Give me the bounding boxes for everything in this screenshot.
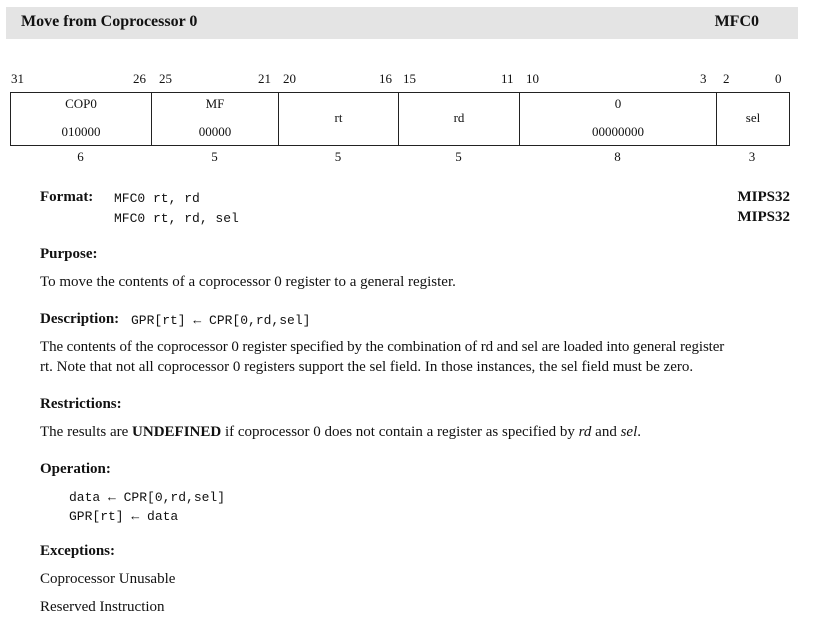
description-text: rt. Note that not all coprocessor 0 registers support the sel field. In those instances, the sel field must be zero. <box>40 359 694 375</box>
field-width: 3 <box>748 149 756 164</box>
field-width: 5 <box>334 149 342 164</box>
instruction-mnemonic: MFC0 <box>714 13 759 30</box>
encoding-table <box>10 92 790 146</box>
bit-number: 21 <box>258 71 271 86</box>
bit-number: 15 <box>403 71 416 86</box>
field-width: 6 <box>77 149 84 164</box>
isa-label: MIPS32 <box>737 189 790 205</box>
undefined-emphasis: UNDEFINED <box>132 424 222 440</box>
format-label: Format: <box>40 189 94 205</box>
bit-number: 10 <box>526 71 539 86</box>
field-name: 0 <box>614 96 622 111</box>
description-text: The contents of the coprocessor 0 register specified by the combination of rd and sel are loaded into general register <box>40 339 725 355</box>
operation-line: GPR[rt] ← data <box>69 509 179 524</box>
field-name: COP0 <box>65 96 97 111</box>
restrictions-text: The results are UNDEFINED if coprocessor 0 does not contain a register as specified by rd and sel. <box>40 424 641 440</box>
field-name: MF <box>205 96 225 111</box>
field-value: 010000 <box>61 124 101 139</box>
field-width: 8 <box>614 149 621 164</box>
field-sel <box>717 93 789 145</box>
description-expression: GPR[rt] ← CPR[0,rd,sel] <box>131 313 311 328</box>
purpose-heading: Purpose: <box>40 246 98 262</box>
field-name: rd <box>453 110 465 125</box>
field-width: 5 <box>455 149 462 164</box>
field-rt <box>279 93 399 145</box>
bit-number: 26 <box>133 71 146 86</box>
field-value: 00000000 <box>592 124 644 139</box>
field-cop0 <box>11 93 152 145</box>
description-heading: Description: <box>40 311 120 327</box>
format-syntax: MFC0 rt, rd <box>114 191 200 206</box>
operation-heading: Operation: <box>40 461 111 477</box>
purpose-text: To move the contents of a coprocessor 0 register to a general register. <box>40 274 456 290</box>
field-rd <box>399 93 520 145</box>
bit-number: 0 <box>775 71 782 86</box>
sel-emphasis: sel <box>620 424 638 440</box>
rd-emphasis: rd <box>578 424 592 440</box>
exceptions-heading: Exceptions: <box>40 543 115 559</box>
page-title: Move from Coprocessor 0 <box>21 13 198 30</box>
field-name: rt <box>334 110 343 125</box>
bit-number: 11 <box>501 71 514 86</box>
exception-item: Coprocessor Unusable <box>40 571 176 587</box>
bit-number: 2 <box>723 71 730 86</box>
header-bar <box>6 7 798 39</box>
bit-number: 31 <box>11 71 24 86</box>
exception-item: Reserved Instruction <box>40 599 165 615</box>
bit-number: 20 <box>283 71 296 86</box>
operation-line: data ← CPR[0,rd,sel] <box>69 490 226 505</box>
restrictions-heading: Restrictions: <box>40 396 122 412</box>
bit-number: 16 <box>379 71 392 86</box>
format-syntax: MFC0 rt, rd, sel <box>114 211 239 226</box>
bit-number: 25 <box>159 71 172 86</box>
field-mf <box>152 93 279 145</box>
field-zero <box>520 93 717 145</box>
field-value: 00000 <box>198 124 232 139</box>
isa-label: MIPS32 <box>737 209 790 225</box>
bit-number: 3 <box>700 71 707 86</box>
field-width: 5 <box>211 149 218 164</box>
field-name: sel <box>745 110 761 125</box>
